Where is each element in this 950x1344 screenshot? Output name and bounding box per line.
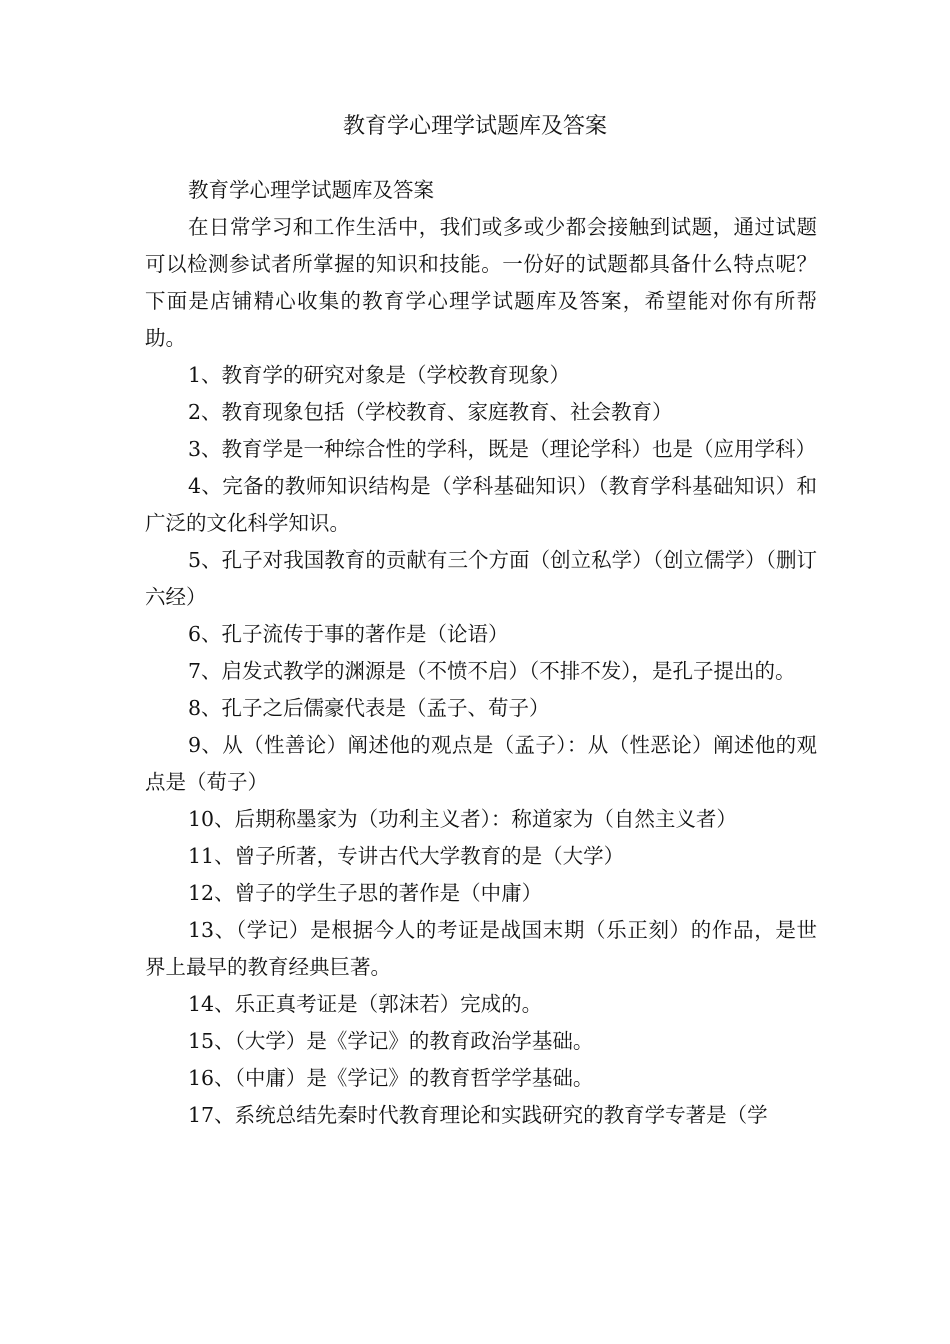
subtitle-paragraph: 教育学心理学试题库及答案	[188, 178, 434, 202]
question-item: 15、（大学）是《学记》的教育政治学基础。	[188, 1029, 594, 1053]
question-item: 5、孔子对我国教育的贡献有三个方面（创立私学）（创立儒学）（删订六经）	[145, 548, 817, 609]
question-item: 4、完备的教师知识结构是（学科基础知识）（教育学科基础知识）和广泛的文化科学知识。	[145, 474, 817, 535]
question-item: 13、（学记）是根据今人的考证是战国末期（乐正刻）的作品，是世界上最早的教育经典巨著。	[145, 918, 817, 979]
question-item: 2、教育现象包括（学校教育、家庭教育、社会教育）	[188, 400, 673, 424]
question-item: 6、孔子流传于事的著作是（论语）	[188, 622, 509, 646]
question-item: 7、启发式教学的渊源是（不愤不启）（不排不发），是孔子提出的。	[188, 659, 796, 683]
question-item: 14、乐正真考证是（郭沫若）完成的。	[188, 992, 543, 1016]
document-body	[145, 172, 817, 1134]
question-item: 16、（中庸）是《学记》的教育哲学学基础。	[188, 1066, 594, 1090]
question-item: 9、从（性善论）阐述他的观点是（孟子）：从（性恶论）阐述他的观点是（荀子）	[145, 733, 817, 794]
question-item: 17、系统总结先秦时代教育理论和实践研究的教育学专著是（学	[188, 1103, 768, 1127]
intro-paragraph: 在日常学习和工作生活中，我们或多或少都会接触到试题，通过试题可以检测参试者所掌握的知识和技能。一份好的试题都具备什么特点呢？下面是店铺精心收集的教育学心理学试题库及答案，希望能对你有所帮助。	[145, 215, 817, 350]
document-title: 教育学心理学试题库及答案	[342, 114, 607, 139]
question-item: 10、后期称墨家为（功利主义者）：称道家为（自然主义者）	[188, 807, 737, 831]
question-item: 12、曾子的学生子思的著作是（中庸）	[188, 881, 543, 905]
question-item: 8、孔子之后儒豪代表是（孟子、荀子）	[188, 696, 550, 720]
question-item: 1、教育学的研究对象是（学校教育现象）	[188, 363, 571, 387]
question-item: 3、教育学是一种综合性的学科，既是（理论学科）也是（应用学科）	[188, 437, 817, 461]
question-item: 11、曾子所著，专讲古代大学教育的是（大学）	[188, 844, 625, 868]
